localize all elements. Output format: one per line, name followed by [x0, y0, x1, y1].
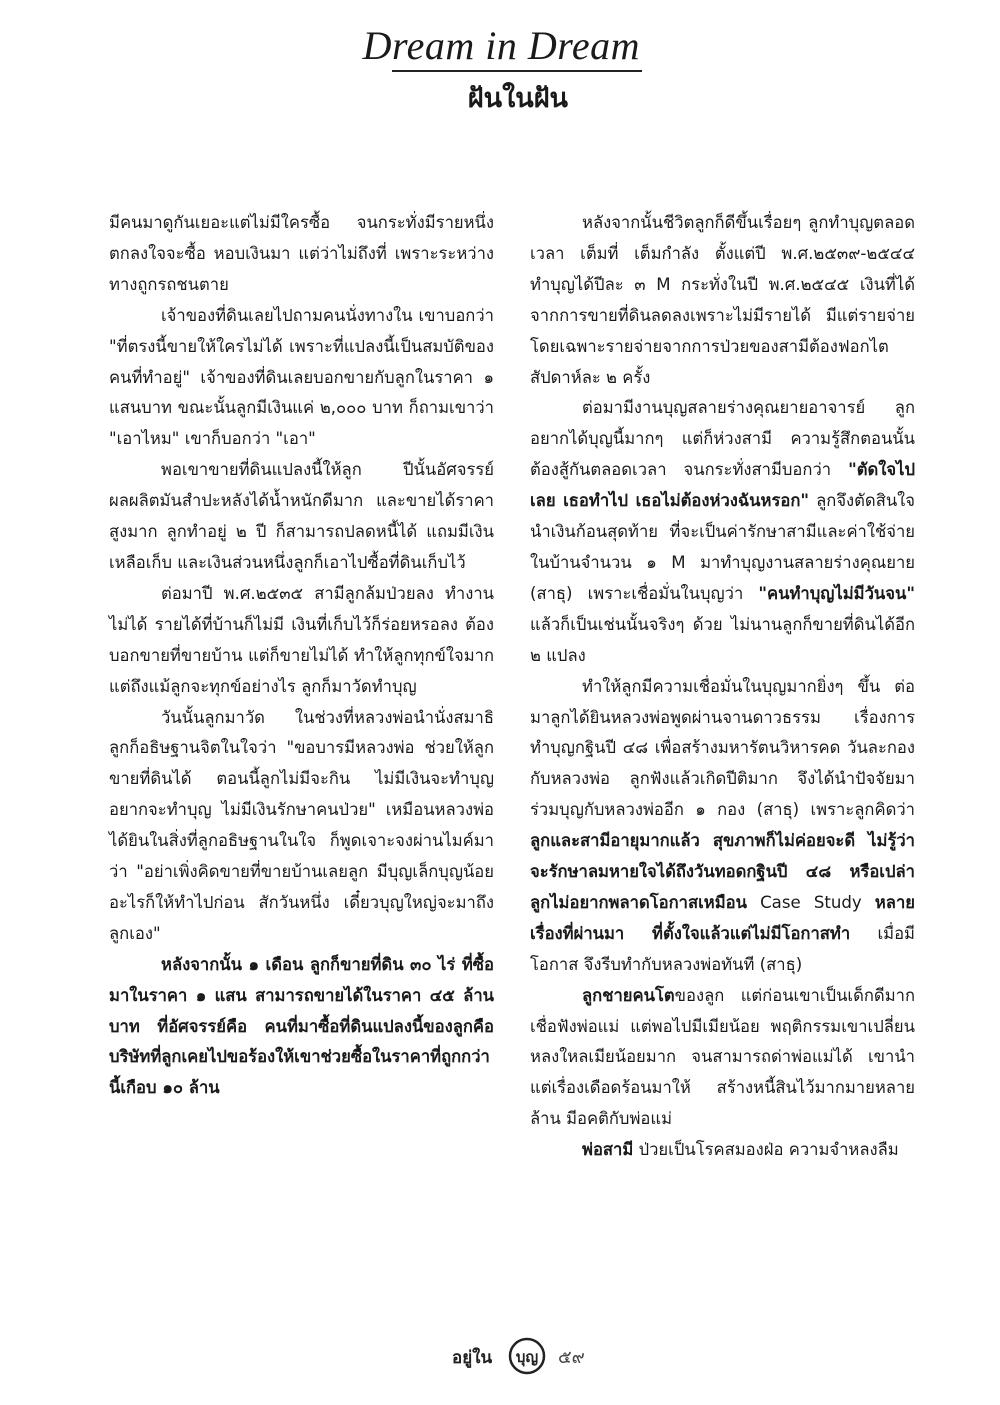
text-run: ต่อมามีงานบุญสลายร่างคุณยายอาจารย์ ลูกอยากได้บุญนี้มากๆ แต่ก็ห่วงสามี ความรู้สึกตอนนั้นต้องสู้กันตลอดเวลา จนกระทั่งสามีบอกว่า	[530, 398, 915, 480]
paragraph: มีคนมาดูกันเยอะแต่ไม่มีใครซื้อ จนกระทั่งมีรายหนึ่งตกลงใจจะซื้อ หอบเงินมา แต่ว่าไม่ถึงที่ เพราะระหว่างทางถูกรถชนตาย	[109, 213, 494, 294]
magazine-logo-icon	[452, 1336, 548, 1376]
page-number: ๕๙	[558, 1346, 585, 1368]
bold-quote: "ตัดใจไปเลย เธอทำไป เธอไม่ต้องห่วงฉันหรอก"	[530, 460, 915, 511]
bold-text: หลายเรื่องที่ผ่านมา ที่ตั้งใจแล้วแต่ไม่มีโอกาสทำ	[530, 892, 915, 943]
bold-text: พ่อสามี	[582, 1140, 634, 1160]
page-title-english: Dream in Dream	[362, 23, 640, 68]
logo-text-b: บุญ	[515, 1348, 539, 1366]
logo-text-a: อยู่ใน	[452, 1348, 493, 1368]
paragraph: ต่อมาปี พ.ศ.๒๕๓๕ สามีลูกล้มป่วยลง ทำงานไม่ได้ รายได้ที่บ้านก็ไม่มี เงินที่เก็บไว้ก็ร่อยหรอลง ต้องบอกขายที่ขายบ้าน แต่ก็ขายไม่ได้ ทำให้ลูกทุกข์ใจมาก แต่ถึงแม้ลูกจะทุกข์อย่างไร ลูกก็มาวัดทำบุญ	[109, 583, 494, 696]
text-run: ทำให้ลูกมีความเชื่อมั่นในบุญมากยิ่งๆ ขึ้น ต่อมาลูกได้ยินหลวงพ่อพูดผ่านจานดาวธรรม เรื่องการทำบุญกฐินปี ๔๘ เพื่อสร้างมหารัตนวิหารคด วันละกองกับหลวงพ่อ ลูกฟังแล้วเกิดปีติมาก จึงได้นำปัจจัยมาร่วมบุญกับหลวงพ่ออีก ๑ กอง (สาธุ) เพราะลูกคิดว่า	[530, 676, 915, 820]
text-run: ป่วยเป็นโรคสมองฝ่อ ความจำหลงลืม	[633, 1140, 899, 1160]
page-title-thai: ฝันในฝัน	[467, 83, 568, 114]
paragraph	[530, 981, 915, 1136]
text-run: แล้วก็เป็นเช่นนั้นจริงๆ ด้วย ไม่นานลูกก็ขายที่ดินได้อีก ๒ แปลง	[530, 614, 915, 665]
text-run: ของลูก แต่ก่อนเขาเป็นเด็กดีมาก เชื่อฟังพ่อแม่ แต่พอไปมีเมียน้อย พฤติกรรมเขาเปลี่ยน หลงใหลเมียน้อยมาก จนสามารถด่าพ่อแม่ได้ เขานำแต่เรื่องเดือดร้อนมาให้ สร้างหนี้สินไว้มากมายหลายล้าน มีอคติกับพ่อแม่	[530, 985, 915, 1129]
bold-text: ลูกชายคนโต	[582, 985, 675, 1005]
bold-text: ลูกและสามีอายุมากแล้ว สุขภาพก็ไม่ค่อยจะดี ไม่รู้ว่าจะรักษาลมหายใจได้ถึงวันทอดกฐินปี ๔๘ หรือเปล่า ลูกไม่อยากพลาดโอกาสเหมือน	[530, 831, 915, 912]
paragraph: หลังจากนั้นชีวิตลูกก็ดีขึ้นเรื่อยๆ ลูกทำบุญตลอดเวลา เต็มที่ เต็มกำลัง ตั้งแต่ปี พ.ศ.๒๕๓๙-๒๕๔๔ ทำบุญได้ปีละ ๓ M กระทั่งในปี พ.ศ.๒๕๔๕ เงินที่ได้จากการขายที่ดินลดลงเพราะไม่มีรายได้ มีแต่รายจ่าย โดยเฉพาะรายจ่ายจากการป่วยของสามีต้องฟอกไต สัปดาห์ละ ๒ ครั้ง	[530, 213, 915, 387]
paragraph	[530, 672, 915, 981]
title-underline	[392, 70, 642, 72]
paragraph	[530, 1135, 915, 1166]
page-footer	[452, 1336, 585, 1376]
paragraph	[530, 393, 915, 671]
left-column	[109, 208, 494, 1104]
text-run: เมื่อมีโอกาส จึงรีบทำกับหลวงพ่อทันที (สาธุ)	[530, 923, 915, 974]
text-run: Case Study	[746, 892, 875, 912]
paragraph: เจ้าของที่ดินเลยไปถามคนนั่งทางใน เขาบอกว่า "ที่ตรงนี้ขายให้ใครไม่ได้ เพราะที่แปลงนี้เป็นสมบัติของคนที่ทำอยู่" เจ้าของที่ดินเลยบอกขายกับลูกในราคา ๑ แสนบาท ขณะนั้นลูกมีเงินแค่ ๒,๐๐๐ บาท ก็ถามเขาว่า "เอาไหม" เขาก็บอกว่า "เอา"	[109, 305, 494, 449]
right-column	[530, 208, 915, 1166]
paragraph: วันนั้นลูกมาวัด ในช่วงที่หลวงพ่อนำนั่งสมาธิ ลูกก็อธิษฐานจิตในใจว่า "ขอบารมีหลวงพ่อ ช่วยให้ลูกขายที่ดินได้ ตอนนี้ลูกไม่มีจะกิน ไม่มีเงินจะทำบุญ อยากจะทำบุญ ไม่มีเงินรักษาคนป่วย" เหมือนหลวงพ่อได้ยินในสิ่งที่ลูกอธิษฐานในใจ ก็พูดเจาะจงผ่านไมค์มาว่า "อย่าเพิ่งคิดขายที่ขายบ้านเลยลูก มีบุญเล็กบุญน้อยอะไรก็ให้ทำไปก่อน สักวันหนึ่ง เดี๋ยวบุญใหญ่จะมาถึงลูกเอง"	[109, 707, 494, 943]
paragraph: พอเขาขายที่ดินแปลงนี้ให้ลูก ปีนั้นอัศจรรย์ผลผลิตมันสำปะหลังได้น้ำหนักดีมาก และขายได้ราคาสูงมาก ลูกทำอยู่ ๒ ปี ก็สามารถปลดหนี้ได้ แถมมีเงินเหลือเก็บ และเงินส่วนหนึ่งลูกก็เอาไปซื้อที่ดินเก็บไว้	[109, 460, 494, 572]
bold-quote: "คนทำบุญไม่มีวันจน"	[758, 583, 915, 603]
paragraph-bold: หลังจากนั้น ๑ เดือน ลูกก็ขายที่ดิน ๓๐ ไร่ ที่ซื้อมาในราคา ๑ แสน สามารถขายได้ในราคา ๔๕ ล้านบาท ที่อัศจรรย์คือ คนที่มาซื้อที่ดินแปลงนี้ของลูกคือ บริษัทที่ลูกเคยไปขอร้องให้เขาช่วยซื้อในราคาที่ถูกกว่านี้เกือบ ๑๐ ล้าน	[109, 954, 494, 1098]
text-run: ลูกจึงตัดสินใจนำเงินก้อนสุดท้าย ที่จะเป็นค่ารักษาสามีและค่าใช้จ่ายในบ้านจำนวน ๑ M มาทำบุญงานสลายร่างคุณยาย (สาธุ) เพราะเชื่อมั่นในบุญว่า	[530, 491, 915, 603]
